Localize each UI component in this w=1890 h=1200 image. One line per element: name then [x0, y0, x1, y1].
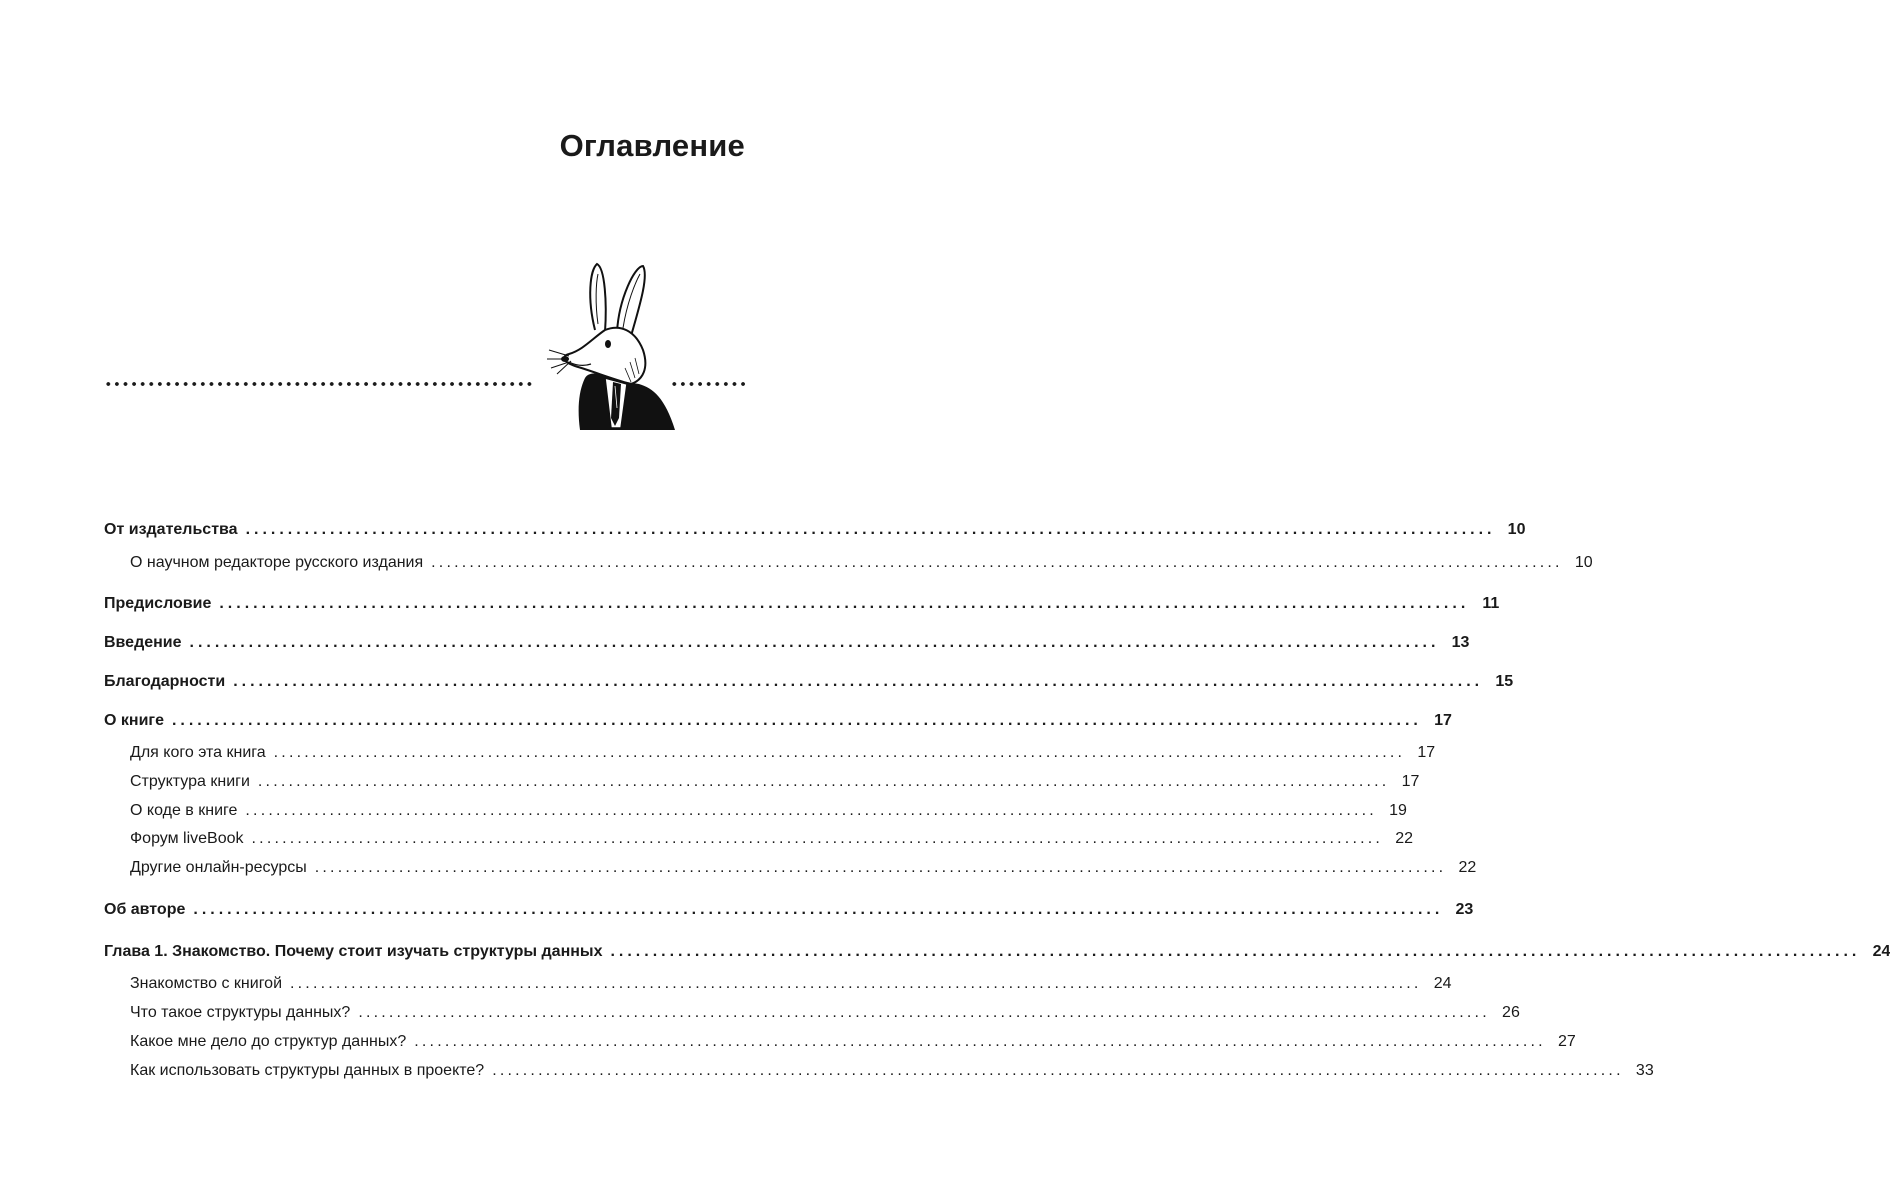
leader-dots: ....................................................................................................................................................	[431, 554, 1563, 571]
toc-entry-title: Об авторе	[104, 901, 186, 918]
toc-entry-title: О коде в книге	[130, 802, 238, 819]
toc-entry-page: 24	[1872, 943, 1890, 960]
leader-dots: ....................................................................................................................................................	[257, 773, 1390, 790]
leader-dots: ....................................................................................................................................................	[233, 673, 1484, 690]
toc-entry-page: 15	[1495, 673, 1514, 690]
leader-dots: ....................................................................................................................................................	[193, 901, 1444, 918]
toc-entry-page: 26	[1502, 1004, 1520, 1021]
rabbit-mascot-illustration	[535, 258, 680, 438]
toc-entry[interactable]	[104, 975, 1452, 1003]
toc-entry-page: 13	[1451, 634, 1470, 651]
leader-dots: ....................................................................................................................................................	[610, 943, 1861, 960]
toc-entry-title: Как использовать структуры данных в проекте?	[130, 1062, 485, 1079]
toc-entry[interactable]	[104, 673, 1514, 701]
toc-entry[interactable]	[104, 773, 1420, 801]
toc-entry[interactable]	[104, 943, 1890, 971]
leader-dots: ....................................................................................................................................................	[189, 634, 1440, 651]
toc-entry-title: О книге	[104, 712, 164, 729]
toc-entry-title: Введение	[104, 634, 182, 651]
leader-dots: ....................................................................................................................................................	[171, 712, 1422, 729]
toc-entry[interactable]	[104, 595, 1500, 623]
leader-dots: ....................................................................................................................................................	[358, 1004, 1490, 1021]
toc-entry-page: 23	[1455, 901, 1474, 918]
toc-entry-page: 22	[1458, 859, 1477, 876]
toc-entry[interactable]	[104, 1062, 1654, 1090]
toc-entry[interactable]	[104, 554, 1593, 582]
toc-entry-page: 17	[1401, 773, 1420, 790]
toc-entry[interactable]	[104, 859, 1477, 887]
leader-dots: ....................................................................................................................................................	[492, 1062, 1624, 1079]
toc-entry[interactable]	[104, 712, 1452, 740]
toc-entry[interactable]	[104, 521, 1526, 549]
dotted-divider-right	[670, 381, 746, 387]
toc-entry-title: Глава 1. Знакомство. Почему стоит изучать структуры данных	[104, 943, 603, 960]
leader-dots: ....................................................................................................................................................	[273, 744, 1406, 761]
toc-entry[interactable]	[104, 901, 1474, 929]
toc-entry-title: Знакомство с книгой	[130, 975, 283, 992]
toc-entry-page: 17	[1417, 744, 1436, 761]
toc-entry-title: Какое мне дело до структур данных?	[130, 1033, 407, 1050]
toc-entry-title: Структура книги	[130, 773, 250, 790]
toc-entry[interactable]	[104, 830, 1414, 858]
leader-dots: ....................................................................................................................................................	[290, 975, 1422, 992]
toc-entry-title: Форум liveBook	[130, 830, 244, 847]
toc-entry-page: 22	[1395, 830, 1414, 847]
dotted-divider-left	[104, 381, 532, 387]
toc-entry-page: 17	[1434, 712, 1452, 729]
toc-entry-title: Для кого эта книга	[130, 744, 266, 761]
toc-entry-page: 24	[1433, 975, 1452, 992]
toc-entry-title: Предисловие	[104, 595, 212, 612]
toc-entry-title: Что такое структуры данных?	[130, 1004, 351, 1021]
toc-entry-page: 10	[1574, 554, 1593, 571]
toc-entry[interactable]	[104, 1004, 1520, 1032]
toc-entry[interactable]	[104, 1033, 1576, 1061]
leader-dots: ....................................................................................................................................................	[314, 859, 1447, 876]
leader-dots: ....................................................................................................................................................	[219, 595, 1470, 612]
toc-entry[interactable]	[104, 744, 1436, 772]
toc-entry-page: 33	[1635, 1062, 1654, 1079]
leader-dots: ....................................................................................................................................................	[414, 1033, 1546, 1050]
leader-dots: ....................................................................................................................................................	[245, 521, 1496, 538]
toc-entry-page: 10	[1507, 521, 1526, 538]
toc-entry-page: 11	[1482, 595, 1500, 612]
toc-entry-page: 19	[1389, 802, 1407, 819]
toc-entry-title: Другие онлайн-ресурсы	[130, 859, 307, 876]
leader-dots: ....................................................................................................................................................	[245, 802, 1377, 819]
toc-entry[interactable]	[104, 802, 1407, 830]
toc-entry[interactable]	[104, 634, 1470, 662]
toc-entry-title: От издательства	[104, 521, 238, 538]
toc-entry-page: 27	[1557, 1033, 1576, 1050]
toc-entry-title: О научном редакторе русского издания	[130, 554, 424, 571]
page-title: Оглавление	[559, 128, 745, 163]
toc-entry-title: Благодарности	[104, 673, 226, 690]
leader-dots: ....................................................................................................................................................	[251, 830, 1384, 847]
